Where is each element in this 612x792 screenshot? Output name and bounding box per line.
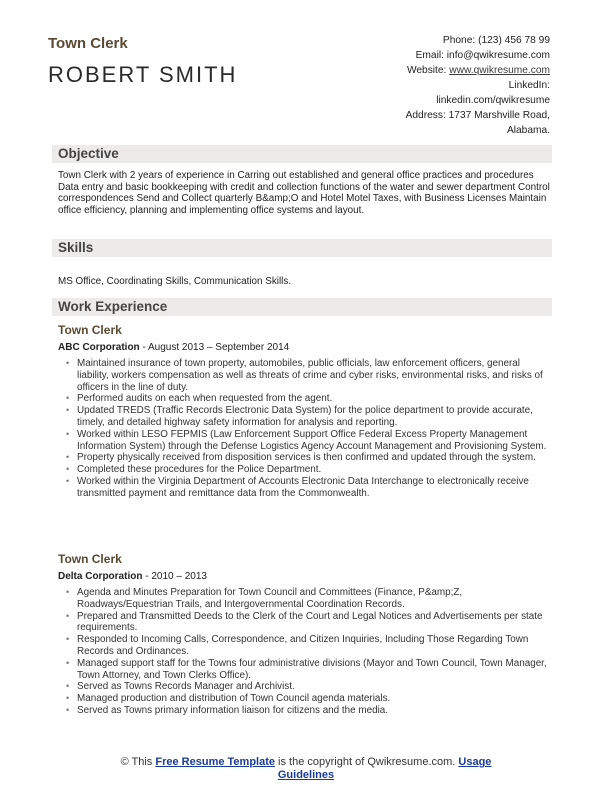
list-item: • Property physically received from disposition services is then confirmed and updated through the system. bbox=[62, 452, 550, 464]
footer-prefix: © This bbox=[120, 756, 156, 768]
contact-phone bbox=[290, 33, 550, 48]
list-item: • Completed these procedures for the Police Department. bbox=[62, 464, 550, 476]
company-name: Delta Corporation bbox=[58, 571, 143, 582]
objective-section-bar bbox=[52, 145, 552, 163]
job-title: Town Clerk bbox=[58, 552, 122, 566]
contact-linkedin-label: LinkedIn: bbox=[508, 80, 550, 91]
list-item: • Prepared and Transmitted Deeds to the Clerk of the Court and Legal Notices and Advertisements per state requirements. bbox=[62, 611, 550, 635]
free-resume-template-link[interactable]: Free Resume Template bbox=[155, 756, 275, 768]
list-item: • Responded to Incoming Calls, Correspondence, and Citizen Inquiries, Including Those Regarding Town Records and Ordinances. bbox=[62, 634, 550, 658]
contact-linkedin-value: linkedin.com/qwikresume bbox=[436, 95, 550, 106]
list-item: • Agenda and Minutes Preparation for Town Council and Committees (Finance, P&amp;Z, Roadways/Equestrian Trails, and Intergovernmental Coordination Records. bbox=[62, 587, 550, 611]
list-item: • Served as Towns primary information liaison for citizens and the media. bbox=[62, 705, 550, 717]
address-line2: Alabama. bbox=[506, 125, 550, 136]
list-item: • Performed audits on each when requested from the agent. bbox=[62, 393, 550, 405]
list-item: • Managed production and distribution of Town Council agenda materials. bbox=[62, 693, 550, 705]
copyright-footer bbox=[0, 756, 612, 782]
skills-text: MS Office, Coordinating Skills, Communication Skills. bbox=[58, 276, 292, 287]
job-bullets bbox=[62, 358, 550, 500]
list-item: • Served as Towns Records Manager and Archivist. bbox=[62, 681, 550, 693]
contact-block bbox=[290, 33, 550, 138]
list-item: • Managed support staff for the Towns four administrative divisions (Mayor and Town Council, Town Manager, Town Attorney, and Town Clerks Office). bbox=[62, 658, 550, 682]
list-item: • Maintained insurance of town property, automobiles, public officials, law enforcement officers, general liability, workers compensation as well as threats of crime and cyber risks, environmental risks, and risks of officers in the line of duty. bbox=[62, 358, 550, 393]
email-value: info@qwikresume.com bbox=[446, 50, 550, 61]
email-label: Email: bbox=[415, 50, 444, 61]
list-item: • Worked within LESO FEPMIS (Law Enforcement Support Office Federal Excess Property Management Information System) through the Defense Logistics Agency Account Management and Provisioning System. bbox=[62, 429, 550, 453]
website-label: Website: bbox=[406, 65, 447, 76]
phone-value: (123) 456 78 99 bbox=[478, 35, 550, 46]
contact-website bbox=[290, 63, 550, 78]
skills-section-bar bbox=[52, 239, 552, 257]
job-dates: - August 2013 – September 2014 bbox=[139, 342, 290, 353]
company-name: ABC Corporation bbox=[58, 342, 140, 353]
phone-label: Phone: bbox=[442, 35, 476, 46]
list-item: • Worked within the Virginia Department of Accounts Electronic Data Interchange to electronically receive transmitted payment and remittance data from the Commonwealth. bbox=[62, 476, 550, 500]
address-line1: 1737 Marshville Road, bbox=[448, 110, 550, 121]
job-bullets bbox=[62, 587, 550, 717]
candidate-name: ROBERT SMITH bbox=[48, 62, 238, 87]
usage-guidelines-link-part1[interactable]: Usage bbox=[458, 756, 492, 768]
job-title: Town Clerk bbox=[58, 323, 122, 337]
skills-heading: Skills bbox=[58, 240, 94, 255]
address-label: Address: bbox=[405, 110, 446, 121]
job-dates: - 2010 – 2013 bbox=[142, 571, 207, 582]
usage-guidelines-link-part2[interactable]: Guidelines bbox=[277, 769, 335, 781]
job-company-line bbox=[58, 342, 289, 353]
work-heading: Work Experience bbox=[58, 299, 168, 314]
website-link[interactable]: www.qwikresume.com bbox=[449, 65, 550, 76]
contact-email bbox=[290, 48, 550, 63]
list-item: • Updated TREDS (Traffic Records Electronic Data System) for the police department to provide accurate, timely, and detailed highway safety information for analysis and reporting. bbox=[62, 405, 550, 429]
footer-middle: is the copyright of Qwikresume.com. bbox=[275, 756, 459, 768]
job-company-line bbox=[58, 571, 207, 582]
header-job-title: Town Clerk bbox=[48, 35, 128, 52]
contact-address bbox=[290, 108, 550, 123]
objective-text: Town Clerk with 2 years of experience in Carring out established and general office practices and procedures Data entry and basic bookkeeping with credit and collection functions of the water and sewer department Control correspondences Send and Collect quarterly B&amp;O and Hotel Motel Taxes, with Business Licenses Maintain office efficiency, planning and implementing office systems and layout. bbox=[58, 170, 550, 216]
objective-heading: Objective bbox=[58, 146, 119, 161]
